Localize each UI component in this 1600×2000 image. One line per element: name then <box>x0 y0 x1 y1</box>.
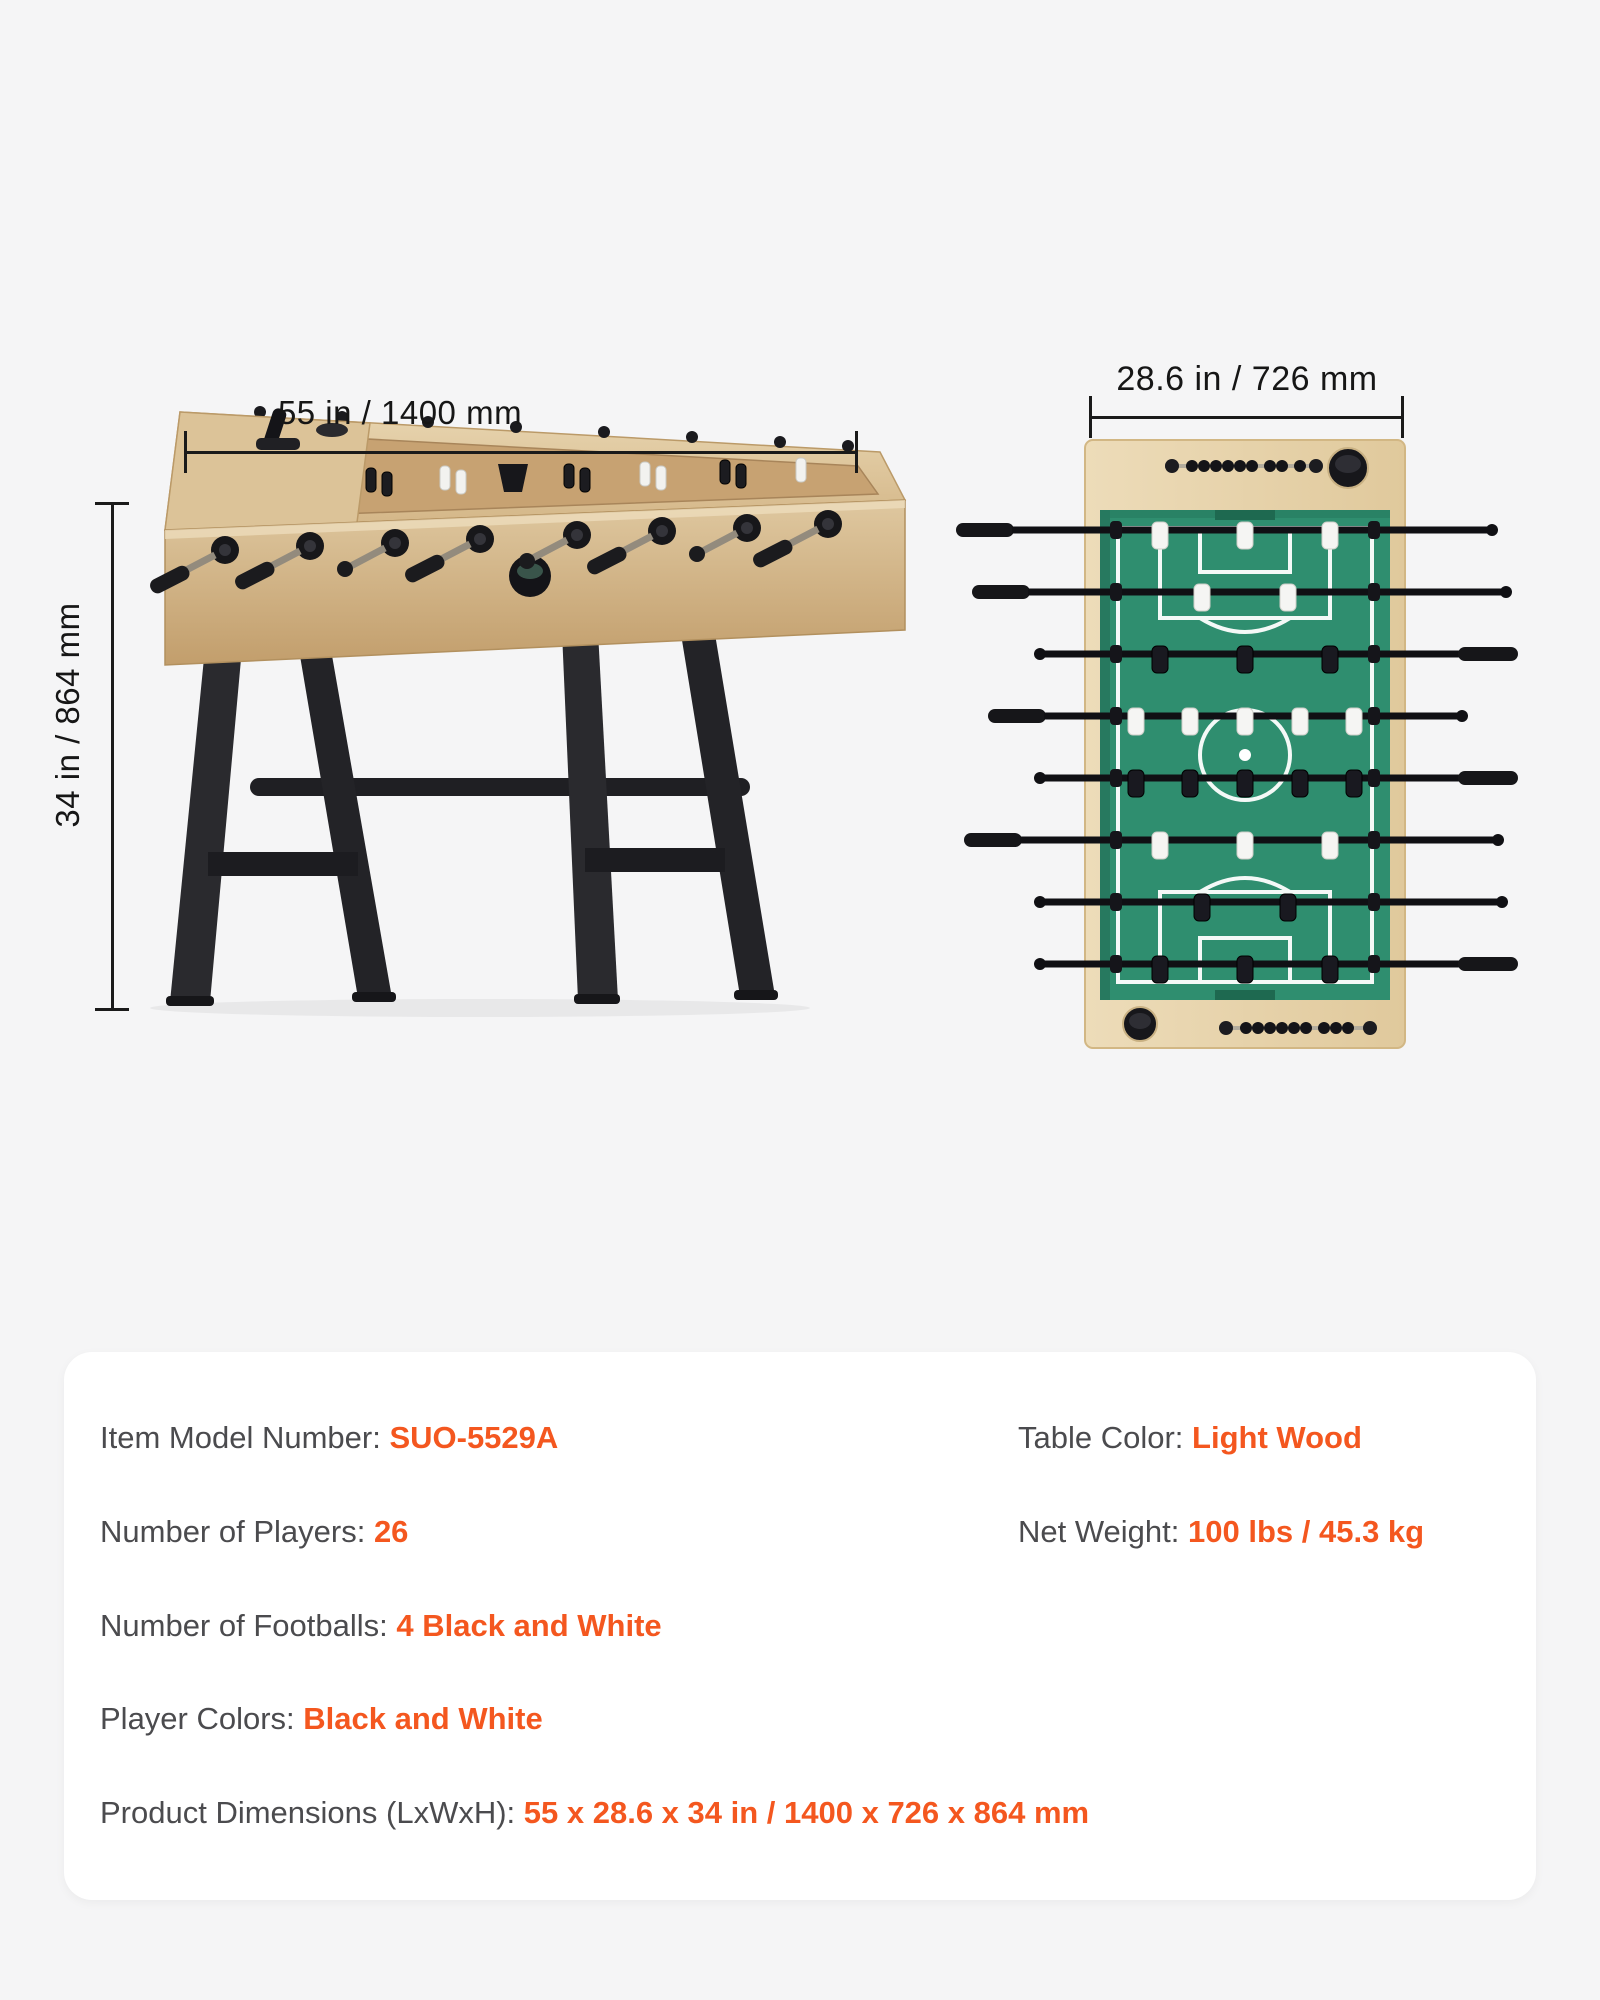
spec-value: Light Wood <box>1192 1420 1362 1455</box>
spec-row-product-dimensions <box>100 1794 1089 1832</box>
table-leg <box>298 644 392 998</box>
spec-value: Black and White <box>303 1701 543 1736</box>
spec-label: Item Model Number: <box>100 1420 390 1455</box>
top-width-dimension-label: 28.6 in / 726 mm <box>1116 360 1378 398</box>
spec-value: SUO-5529A <box>389 1420 559 1455</box>
spec-label: Player Colors: <box>100 1701 304 1736</box>
ball-cup-inner <box>1335 455 1361 473</box>
table-foot <box>166 996 214 1006</box>
spec-row-number-of-footballs <box>100 1607 662 1645</box>
table-foot <box>352 992 396 1002</box>
side-height-dimension-label: 34 in / 864 mm <box>49 602 86 828</box>
dimension-end-cap <box>95 502 129 505</box>
ball-cup-inner <box>1129 1013 1151 1029</box>
spec-label: Number of Footballs: <box>100 1608 397 1643</box>
side-width-dimension-line <box>185 451 857 454</box>
leg-shelf <box>585 848 725 872</box>
top-width-dimension-line <box>1090 416 1403 419</box>
table-leg <box>170 648 242 1002</box>
spec-label: Number of Players: <box>100 1514 374 1549</box>
center-dot <box>1239 749 1251 761</box>
table-foot <box>574 994 620 1004</box>
dimension-end-cap <box>855 431 858 473</box>
dimension-end-cap <box>95 1008 129 1011</box>
score-rod-cap <box>1309 459 1323 473</box>
spec-card <box>64 1352 1536 1900</box>
dimension-end-cap <box>1401 396 1404 438</box>
playfield-shadow-edge <box>1100 510 1110 1000</box>
score-rod-cap <box>1219 1021 1233 1035</box>
goal-slot <box>1215 990 1275 1000</box>
dimension-end-cap <box>184 431 187 473</box>
side-height-dimension-line <box>111 503 114 1010</box>
spec-row-number-of-players <box>100 1513 408 1551</box>
spec-value: 26 <box>373 1514 409 1549</box>
spec-row-item-model-number <box>100 1419 558 1457</box>
score-rod-cap <box>1363 1021 1377 1035</box>
goal-slot <box>1215 510 1275 520</box>
foosball-table-top-view-illustration <box>760 430 1560 1070</box>
serve-handle-base <box>256 438 300 450</box>
table-leg <box>562 632 618 1000</box>
side-width-dimension-label: 55 in / 1400 mm <box>277 394 523 431</box>
spec-label: Net Weight: <box>1018 1514 1189 1549</box>
score-rod-cap <box>1165 459 1179 473</box>
floor-shadow <box>150 999 810 1017</box>
spec-row-net-weight <box>1018 1513 1424 1551</box>
spec-label: Table Color: <box>1018 1420 1193 1455</box>
spec-row-player-colors <box>100 1700 543 1738</box>
score-beads <box>1240 1022 1354 1034</box>
spec-value: 4 Black and White <box>396 1608 662 1643</box>
dimension-end-cap <box>1089 396 1092 438</box>
spec-value: 55 x 28.6 x 34 in / 1400 x 726 x 864 mm <box>523 1795 1090 1830</box>
leg-shelf <box>208 852 358 876</box>
spec-value: 100 lbs / 45.3 kg <box>1188 1514 1425 1549</box>
spec-row-table-color <box>1018 1419 1362 1457</box>
spec-label: Product Dimensions (LxWxH): <box>100 1795 524 1830</box>
